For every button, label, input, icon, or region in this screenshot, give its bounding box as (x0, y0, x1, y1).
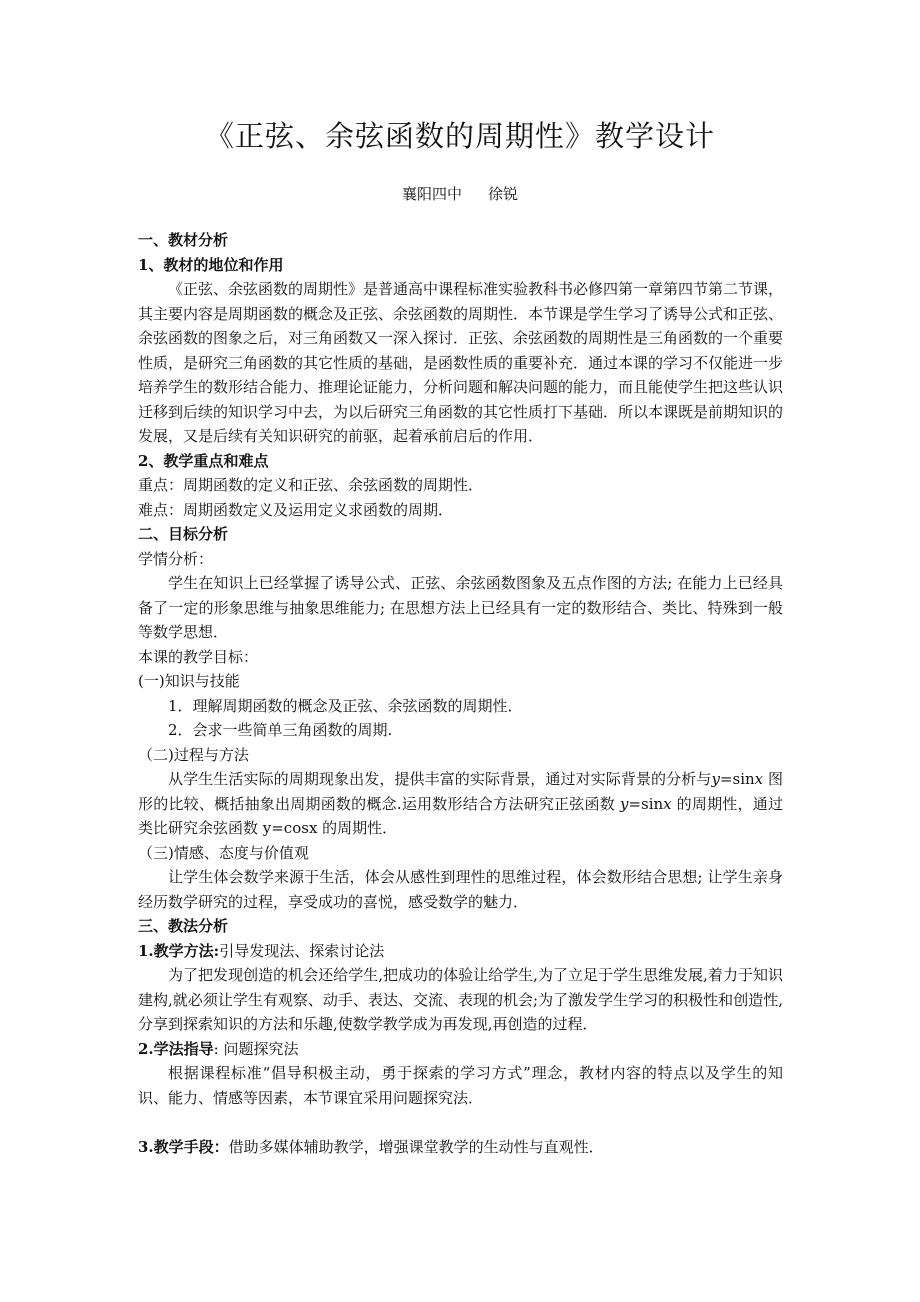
goal1-item2: 2．会求一些简单三角函数的周期. (168, 721, 393, 739)
document-body (138, 228, 783, 1159)
method3-line (138, 1135, 783, 1160)
method1-paragraph: 为了把发现创造的机会还给学生,把成功的体验让给学生,为了立足于学生思维发展,着力于知识建构,就必须让学生有观察、动手、表达、交流、表现的机会;为了激发学生学习的积极性和创造性,分享到探索知识的方法和乐趣,使数学教学成为再发现,再创造的过程． (138, 966, 783, 1033)
paragraph-position-role: 《正弦、余弦函数的周期性》是普通高中课程标准实验教科书必修四第一章第四节第二节课，其主要内容是周期函数的概念及正弦、余弦函数的周期性．本节课是学生学习了诱导公式和正弦、余弦函数的图象之后，对三角函数又一深入探讨．正弦、余弦函数的周期性是三角函数的一个重要性质，是研究三角函数的其它性质的基础，是函数性质的重要补充．通过本课的学习不仅能进一步培养学生的数形结合能力、推理论证能力，分析问题和解决问题的能力，而且能使学生把这些认识迁移到后续的知识学习中去，为以后研究三角函数的其它性质打下基础．所以本课既是前期知识的发展，又是后续有关知识研究的前驱，起着承前启后的作用． (138, 280, 784, 445)
goal1-item1: 1．理解周期函数的概念及正弦、余弦函数的周期性． (168, 696, 523, 715)
method3-value: 借助多媒体辅助教学，增强课堂教学的生动性与直观性． (228, 1137, 604, 1156)
subheading-position-role: 1、教材的地位和作用 (138, 255, 284, 274)
section-heading-3: 三、教法分析 (138, 917, 229, 935)
goal2-text-c: 图形的比较、概括抽象出周期函数的概念.运用数形结合方法研究正弦函数 (138, 770, 783, 813)
method1-value: 引导发现法、探索讨论法 (219, 941, 385, 960)
goal2-paragraph (138, 767, 783, 841)
method2-value: : 问题探究法 (213, 1039, 299, 1058)
author-line (0, 182, 920, 206)
goal2-text-b: =sin (719, 770, 755, 788)
method2-line (138, 1037, 783, 1062)
goal2-var-y2: y (619, 794, 629, 813)
goal2-text-e: 的周期性，通过类比研究余弦函数 y=cosx 的周期性． (138, 794, 783, 837)
document-title: 《正弦、余弦函数的周期性》教学设计 (204, 119, 715, 153)
method1-line (138, 939, 783, 964)
section-heading-2: 二、目标分析 (138, 525, 229, 543)
method2-paragraph: 根据课程标准“倡导积极主动，勇于探索的学习方式”理念，教材内容的特点以及学生的知识、能力、情感等因素，本节课宜采用问题探究法． (138, 1064, 783, 1107)
goal2-text-d: =sin (628, 794, 664, 813)
situation-label: 学情分析： (138, 549, 214, 568)
goal3-heading: （三)情感、态度与价值观 (138, 843, 309, 862)
goal2-text-a: 从学生生活实际的周期现象出发，提供丰富的实际背景，通过对实际背景的分析与 (168, 770, 712, 788)
difficulty-line: 难点：周期函数定义及运用定义求函数的周期． (138, 500, 454, 519)
blank-line (138, 1110, 783, 1135)
section-heading-1: 一、教材分析 (138, 231, 229, 249)
subheading-key-difficult: 2、教学重点和难点 (138, 451, 269, 470)
goal2-heading: （二)过程与方法 (138, 745, 249, 764)
goals-label: 本课的教学目标： (138, 647, 259, 666)
situation-paragraph: 学生在知识上已经掌握了诱导公式、正弦、余弦函数图象及五点作图的方法; 在能力上已经具备了一定的形象思维与抽象思维能力; 在思想方法上已经具有一定的数形结合、类比、特殊到一般等数学思想． (138, 574, 783, 641)
method1-label: 1.教学方法: (138, 941, 220, 960)
goal2-var-x1: x (754, 770, 764, 788)
author-name: 徐锐 (488, 185, 519, 203)
goal3-paragraph: 让学生体会数学来源于生活，体会从感性到理性的思维过程，体会数形结合思想; 让学生亲身经历数学研究的过程，享受成功的喜悦，感受数学的魅力． (138, 868, 783, 911)
method2-label: 2.学法指导 (138, 1039, 214, 1058)
author-school: 襄阳四中 (401, 185, 462, 203)
goal2-var-y1: y (711, 770, 720, 788)
goal1-heading: (一)知识与技能 (138, 672, 240, 690)
method3-label: 3.教学手段： (138, 1137, 229, 1156)
key-point-line: 重点：周期函数的定义和正弦、余弦函数的周期性． (138, 476, 484, 494)
goal2-var-x2: x (663, 794, 672, 813)
